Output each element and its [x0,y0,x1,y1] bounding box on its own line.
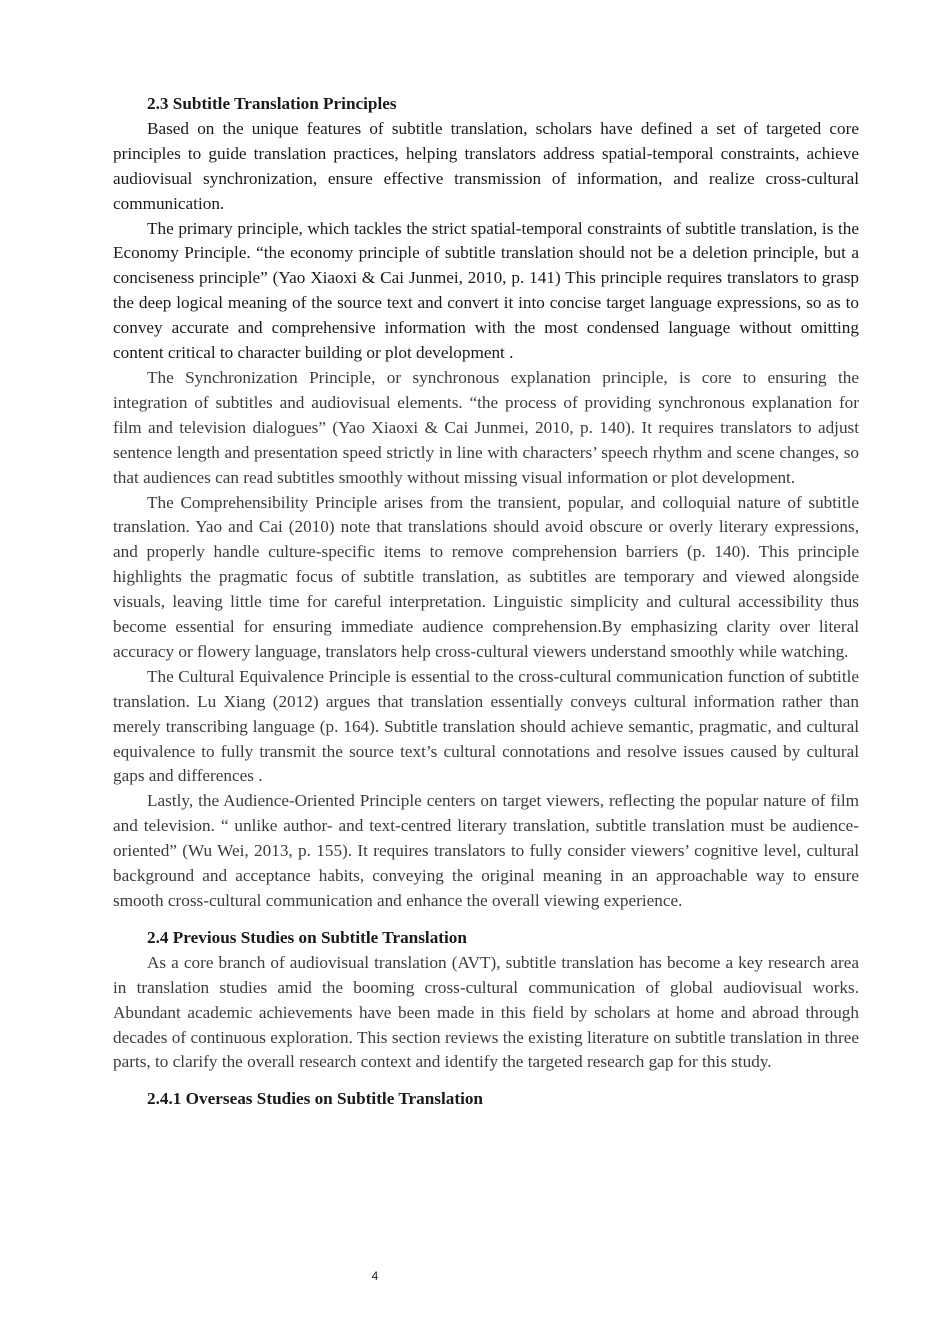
section-heading-2-3: 2.3 Subtitle Translation Principles [147,94,397,113]
paragraph-economy-principle: The primary principle, which tackles the strict spatial-temporal constraints of subtitle translation, is the Economy Principle. “the economy principle of subtitle translation should not be a deletion principle, but a conciseness principle” (Yao Xiaoxi & Cai Junmei, 2010, p. 141) This principle requires translators to grasp the deep logical meaning of the source text and convert it into concise target language expressions, so as to convey accurate and comprehensive information with the most condensed language without omitting content critical to character building or plot development . [113,218,859,363]
paragraph-cultural-equivalence-principle: The Cultural Equivalence Principle is essential to the cross-cultural communication function of subtitle translation. Lu Xiang (2012) argues that translation essentially conveys cultural information rather than merely transcribing language (p. 164). Subtitle translation should achieve semantic, pragmatic, and cultural equivalence to fully transmit the source text’s cultural connotations and resolve issues caused by cultural gaps and differences . [113,666,859,786]
page-content [113,92,859,1112]
section-heading-2-4-1: 2.4.1 Overseas Studies on Subtitle Translation [147,1089,483,1109]
paragraph-previous-studies-intro: As a core branch of audiovisual translation (AVT), subtitle translation has become a key research area in translation studies amid the booming cross-cultural communication of global audiovisual works. Abundant academic achievements have been made in this field by scholars at home and abroad through decades of continuous exploration. This section reviews the existing literature on subtitle translation in three parts, to clarify the overall research context and identify the targeted research gap for this study. [113,952,859,1072]
paragraph-audience-oriented-principle: Lastly, the Audience-Oriented Principle centers on target viewers, reflecting the popular nature of film and television. “ unlike author- and text-centred literary translation, subtitle translation must be audience-oriented” (Wu Wei, 2013, p. 155). It requires translators to fully consider viewers’ cognitive level, cultural background and acceptance habits, conveying the original meaning in an approachable way to ensure smooth cross-cultural communication and enhance the overall viewing experience. [113,791,859,910]
paragraph-intro-principles: Based on the unique features of subtitle translation, scholars have defined a set of targeted core principles to guide translation practices, helping translators address spatial-temporal constraints, achieve audiovisual synchronization, ensure effective transmission of information, and realize cross-cultural communication. [113,118,859,213]
section-heading-2-4: 2.4 Previous Studies on Subtitle Translation [147,927,467,947]
paragraph-comprehensibility-principle: The Comprehensibility Principle arises from the transient, popular, and colloquial nature of subtitle translation. Yao and Cai (2010) note that translations should avoid obscure or overly literary expressions, and properly handle culture-specific items to remove comprehension barriers (p. 140). This principle highlights the pragmatic focus of subtitle translation, as subtitles are temporary and viewed alongside visuals, leaving little time for careful interpretation. Linguistic simplicity and cultural accessibility thus become essential for ensuring immediate audience comprehension.By emphasizing clarity over literal accuracy or flowery language, translators help cross-cultural viewers understand smoothly while watching. [113,492,859,661]
paragraph-synchronization-principle: The Synchronization Principle, or synchronous explanation principle, is core to ensuring the integration of subtitles and audiovisual elements. “the process of providing synchronous explanation for film and television dialogues” (Yao Xiaoxi & Cai Junmei, 2010, p. 140). It requires translators to adjust sentence length and presentation speed strictly in line with characters’ speech rhythm and scene changes, so that audiences can read subtitles smoothly without missing visual information or plot development. [113,367,859,487]
page-number: 4 [371,1269,379,1283]
